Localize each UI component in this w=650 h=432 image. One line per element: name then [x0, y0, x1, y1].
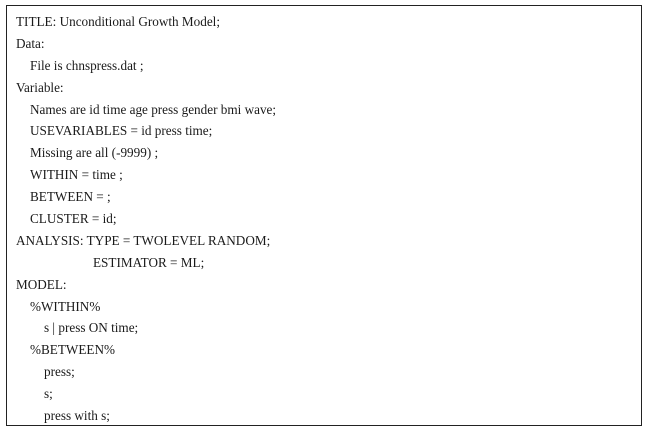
code-line-title: TITLE: Unconditional Growth Model; [16, 14, 221, 29]
code-line-missing: Missing are all (-9999) ; [30, 145, 159, 161]
code-line-within-section: %WITHIN% [30, 298, 101, 314]
code-line-file: File is chnspress.dat ; [30, 57, 144, 73]
code-line-between-section: %BETWEEN% [30, 342, 115, 358]
code-line-variable: Variable: [16, 79, 64, 95]
code-line-names: Names are id time age press gender bmi wave; [30, 101, 277, 117]
code-line-press: press; [44, 364, 75, 380]
code-listing-box [6, 5, 642, 426]
code-line-slope: s | press ON time; [44, 320, 139, 336]
code-line-analysis: ANALYSIS: TYPE = TWOLEVEL RANDOM; [16, 232, 271, 248]
code-line-usevariables: USEVARIABLES = id press time; [30, 123, 213, 139]
code-line-between: BETWEEN = ; [30, 189, 111, 205]
code-line-within: WITHIN = time ; [30, 167, 123, 183]
code-line-cluster: CLUSTER = id; [30, 211, 117, 227]
code-line-s: s; [44, 386, 53, 402]
code-line-estimator: ESTIMATOR = ML; [93, 254, 205, 270]
code-line-data: Data: [16, 35, 45, 51]
code-line-press-with-s: press with s; [44, 408, 110, 424]
code-listing [16, 11, 276, 427]
code-line-model: MODEL: [16, 276, 67, 292]
